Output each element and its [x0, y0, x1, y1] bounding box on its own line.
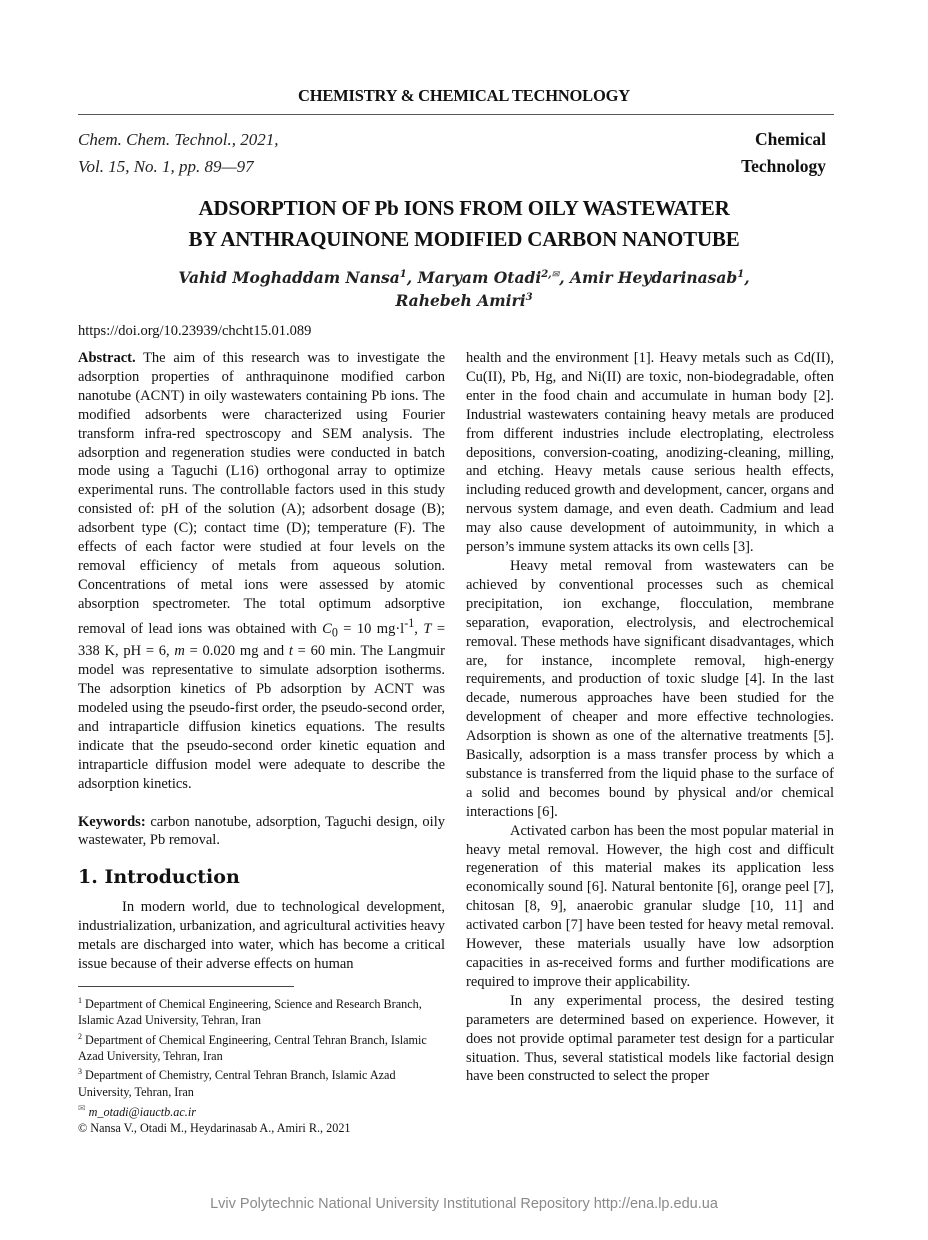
section-line-2: Technology	[741, 156, 826, 176]
author-affiliation: 1	[399, 269, 407, 280]
right-column	[466, 349, 834, 1086]
title-line-2: BY ANTHRAQUINONE MODIFIED CARBON NANOTUBE	[188, 227, 740, 251]
author-affiliation: 3	[525, 292, 533, 304]
author-name: Maryam Otadi	[417, 268, 542, 288]
author-list: Vahid Moghaddam Nansa$^1$, Maryam Otadi$^{2,✉}$, Amir Heydarinasab$^1$, Rahebeh Amiri$^3$	[178, 268, 750, 311]
corresponding-email	[78, 1100, 448, 1120]
keywords: Keywords: carbon nanotube, adsorption, Taguchi design, oily wastewater, Pb removal.	[78, 813, 445, 849]
abstract-label: Abstract.	[78, 350, 136, 366]
left-column	[78, 349, 445, 974]
author-name: Amir Heydarinasab	[570, 268, 738, 288]
intro-paragraph-1-continued: health and the environment [1]. Heavy metals such as Cd(II), Cu(II), Pb, Hg, and Ni(II) are toxic, non-biodegradable, often enter in the food chain and accumulate in human body [2]. Industrial wastewaters containing heavy metals are produced from different industries include electroplating, electroless depositions, conversion-coating, anodizing-cleaning, milling, and etching. Heavy metals cause serious health effects, including reduced growth and development, cancer, organs and nervous system damage, and even death. Cadmium and lead may also cause development of autoimmunity, in which a person’s immune system attacks its own cells [3].	[466, 350, 834, 556]
repository-footer: Lviv Polytechnic National University Institutional Repository http://ena.lp.edu.ua	[210, 1196, 718, 1212]
footnote-affiliation-2: $^2$ Department of Chemical Engineering, Central Tehran Branch, Islamic Azad University, Tehran, Iran	[78, 1031, 427, 1064]
author-name: Rahebeh Amiri	[395, 291, 526, 311]
email-link[interactable]: m_otadi@iauctb.ac.ir	[88, 1105, 196, 1120]
title-line-1: ADSORPTION OF Pb IONS FROM OILY WASTEWATER	[198, 196, 730, 220]
section-heading-introduction: 1. Introduction	[78, 866, 240, 889]
citation-line-1: Chem. Chem. Technol., 2021,	[78, 130, 279, 149]
doi-link[interactable]: https://doi.org/10.23939/chcht15.01.089	[78, 323, 312, 339]
citation-info	[78, 126, 279, 180]
article-title	[0, 193, 928, 255]
author-affiliation: 1	[737, 269, 745, 280]
envelope-icon: ✉	[551, 270, 560, 280]
envelope-icon: ✉	[78, 1102, 86, 1113]
intro-paragraph-1: In modern world, due to technological development, industrialization, urbanization, and agricultural activities heavy metals are discharged into water, which has become a critical issue because of their adverse effects on human	[78, 899, 445, 972]
footnote-rule	[78, 986, 294, 987]
author-name: Vahid Moghaddam Nansa	[178, 268, 400, 288]
intro-paragraph-4: In any experimental process, the desired testing parameters are determined based on experience. However, it does not provide optimal parameter test design for a particular situation. Thus, several statistical models like factorial design have been constructed to select the proper	[466, 992, 834, 1085]
keywords-label: Keywords:	[78, 813, 146, 830]
journal-section	[741, 126, 826, 180]
citation-line-2: Vol. 15, No. 1, pp. 89—97	[78, 157, 254, 176]
abstract: Abstract. The aim of this research was to investigate the adsorption properties of anthraquinone modified carbon nanotube (ACNT) in oily wastewaters containing Pb ions. The modified adsorbents were characterized using Fourier transform infra-red spectroscopy and SEM analysis. The adsorption and regeneration studies were conducted in batch mode using a Taguchi (L16) orthogonal array to optimize experimental runs. The controllable factors used in this study consisted of: pH of the solution (A); adsorbent dosage (B); adsorbent type (C); contact time (D); temperature (F). The effects of each factor were studied at four levels on the removal efficiency of metals from aqueous solution. Concentrations of metal ions were assessed by atomic absorption spectrometer. The total optimum adsorptive removal of lead ions was obtained with $C_0 = 10$ $mg\cdot l^{-1}$, T = 338 K, pH = 6, m = 0.020 mg and t = 60 min. The Langmuir model was representative to simulate adsorption isotherms. The adsorption kinetics of Pb adsorption by ACNT was modeled using the pseudo-first order, the pseudo-second order, and intraparticle diffusion kinetics equations. The results indicate that the pseudo-second order kinetic equation and intraparticle diffusion model were adequate to describe the adsorption kinetics.	[78, 350, 446, 792]
journal-name: CHEMISTRY & CHEMICAL TECHNOLOGY	[298, 86, 630, 105]
author-affiliation: 2,	[541, 269, 552, 280]
copyright: © Nansa V., Otadi M., Heydarinasab A., Amiri R., 2021	[78, 1121, 351, 1136]
header-rule	[78, 114, 834, 115]
section-line-1: Chemical	[755, 129, 826, 149]
footnote-affiliation-1: $^1$ Department of Chemical Engineering, Science and Research Branch, Islamic Azad University, Tehran, Iran	[78, 996, 422, 1028]
footnotes	[78, 986, 448, 1137]
intro-paragraph-2: Heavy metal removal from wastewaters can be achieved by conventional processes such as chemical precipitation, ion exchange, flocculation, membrane separation, evaporation, electrolysis, and electrochemical removal. These methods have significant disadvantages, which are, for instance, incomplete removal, high-energy requirements, and production of toxic sludge [4]. In the last decade, numerous approaches have been studied for the development of cheaper and more effective technologies. Adsorption is shown as one of the alternative treatments [5]. Basically, adsorption is a mass transfer process by which a substance is transferred from the liquid phase to the surface of a solid and becomes bound by physical and/or chemical interactions [6].	[466, 557, 834, 820]
footnote-affiliation-3: $^3$ Department of Chemistry, Central Tehran Branch, Islamic Azad University, Tehran, Iran	[78, 1067, 396, 1099]
intro-paragraph-3: Activated carbon has been the most popular material in heavy metal removal. However, the high cost and difficult regeneration of this material makes its application less economically sound [6]. Natural bentonite [6], orange peel [7], chitosan [8, 9], anaerobic granular sludge [10, 11] and activated carbon [7] have been tested for heavy metal removal. However, these materials usually have low adsorption capacities in as-received forms and further modifications are required to improve their applicability.	[466, 822, 834, 990]
